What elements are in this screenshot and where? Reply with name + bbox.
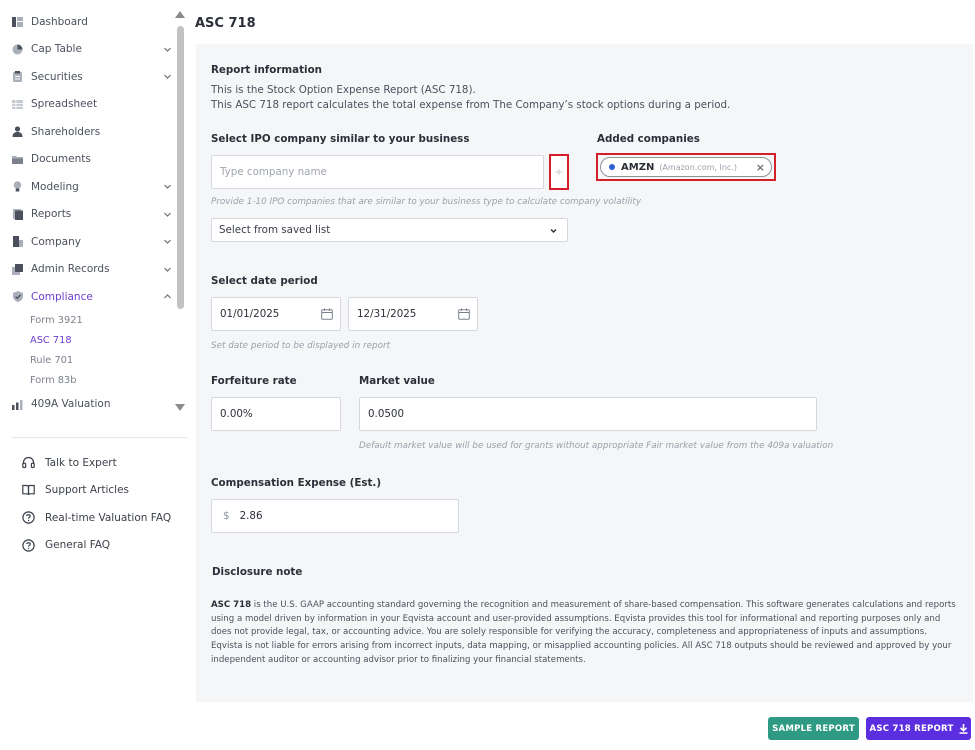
compensation-expense-field xyxy=(211,499,459,533)
book-icon xyxy=(22,484,35,497)
sample-report-label: SAMPLE REPORT xyxy=(772,723,855,734)
company-search-field xyxy=(211,155,544,189)
sidebar-item-admin-records[interactable] xyxy=(0,256,178,284)
company-dot-icon xyxy=(609,164,615,170)
company-chip xyxy=(600,157,772,177)
end-date-input[interactable] xyxy=(348,297,478,331)
building-icon xyxy=(12,236,23,247)
sidebar-item-company[interactable] xyxy=(0,228,178,256)
calendar-icon[interactable] xyxy=(321,308,333,320)
scroll-up-arrow-icon[interactable] xyxy=(175,11,185,18)
report-info-heading: Report information xyxy=(211,64,322,76)
add-company-button[interactable]: + xyxy=(549,154,569,190)
sidebar-item-label: Reports xyxy=(31,208,72,221)
ipo-company-hint: Provide 1-10 IPO companies that are similar to your business type to calculate company volatility xyxy=(211,197,642,207)
sample-report-button[interactable] xyxy=(768,717,859,740)
sidebar-item-spreadsheet[interactable] xyxy=(0,91,178,119)
help-item-label: Support Articles xyxy=(45,484,129,497)
market-value-label: Market value xyxy=(359,375,435,387)
chevron-down-icon xyxy=(549,226,558,235)
sidebar-divider xyxy=(12,437,187,438)
help-item-talk-to-expert[interactable] xyxy=(22,449,171,477)
market-value-value: 0.0500 xyxy=(368,408,405,420)
download-icon xyxy=(959,724,968,734)
added-companies-list xyxy=(596,153,776,181)
headset-icon xyxy=(22,456,35,469)
date-period-label: Select date period xyxy=(211,275,318,287)
disclosure-text xyxy=(211,599,956,668)
clipboard-icon xyxy=(12,71,23,82)
sidebar-item-reports[interactable] xyxy=(0,201,178,229)
sidebar-item-cap-table[interactable] xyxy=(0,36,178,64)
compliance-submenu xyxy=(0,311,178,391)
help-item-support-articles[interactable] xyxy=(22,477,171,505)
sidebar-subitem-form-3921[interactable]: Form 3921 xyxy=(30,315,83,326)
valuation-chart-icon xyxy=(12,399,23,410)
disclosure-body: is the U.S. GAAP accounting standard governing the recognition and measurement of share-based compensation. This software generates calculations and reports using a model driven by information in your Eqvista account and user-provided assumptions. Eqvista provides this tool for informational and reporting purposes only and does not provide legal, tax, or accounting advice. You are solely responsible for verifying the accuracy, completeness and appropriateness of inputs and assumptions. Eqvista is not liable for errors arising from incorrect inputs, data mapping, or misapplied accounting policies. All ASC 718 outputs should be reviewed and approved by your independent auditor or accounting advisor prior to finalizing your financial statements. xyxy=(211,600,956,665)
sidebar-item-compliance[interactable] xyxy=(0,283,178,311)
dashboard-icon xyxy=(12,16,23,27)
chevron-up-icon xyxy=(163,292,172,301)
chevron-down-icon xyxy=(163,72,172,81)
company-ticker: AMZN xyxy=(621,161,655,173)
sidebar-item-label: Compliance xyxy=(31,290,93,303)
help-item-label: General FAQ xyxy=(45,539,111,552)
chevron-down-icon xyxy=(163,182,172,191)
saved-list-value: Select from saved list xyxy=(219,224,331,236)
sidebar-scroll-thumb[interactable] xyxy=(177,26,184,309)
help-item-label: Real-time Valuation FAQ xyxy=(45,511,172,524)
sidebar-item-dashboard[interactable] xyxy=(0,8,178,36)
remove-company-close-icon[interactable]: × xyxy=(755,161,765,174)
asc-718-report-label: ASC 718 REPORT xyxy=(869,723,954,734)
sidebar-subitem-rule-701[interactable]: Rule 701 xyxy=(30,355,74,366)
sidebar-item-409a-valuation[interactable] xyxy=(0,391,178,419)
chevron-down-icon xyxy=(163,237,172,246)
user-icon xyxy=(12,126,23,137)
forfeiture-rate-value: 0.00% xyxy=(220,408,253,420)
sidebar xyxy=(0,0,190,750)
added-companies-label: Added companies xyxy=(597,133,700,145)
help-item-general-faq[interactable] xyxy=(22,532,171,560)
compensation-expense-label: Compensation Expense (Est.) xyxy=(211,477,382,489)
date-period-hint: Set date period to be displayed in report xyxy=(211,341,391,351)
sidebar-item-label: Cap Table xyxy=(31,43,82,56)
folder-icon xyxy=(12,154,23,165)
market-value-input[interactable] xyxy=(359,397,817,431)
sidebar-nav xyxy=(0,8,178,418)
spreadsheet-icon xyxy=(12,99,23,110)
disclosure-heading: Disclosure note xyxy=(212,566,303,578)
sidebar-item-label: Shareholders xyxy=(31,125,101,138)
sidebar-subitem-form-83b[interactable]: Form 83b xyxy=(30,375,77,386)
report-icon xyxy=(12,209,23,220)
sidebar-item-label: Dashboard xyxy=(31,15,88,28)
forfeiture-rate-input[interactable] xyxy=(211,397,341,431)
start-date-input[interactable] xyxy=(211,297,341,331)
disclosure-lead: ASC 718 xyxy=(211,600,252,610)
sidebar-item-label: Spreadsheet xyxy=(31,98,98,111)
scroll-down-arrow-icon[interactable] xyxy=(175,404,185,411)
start-date-value: 01/01/2025 xyxy=(220,308,280,320)
sidebar-subitem-asc-718[interactable]: ASC 718 xyxy=(30,335,72,346)
forfeiture-rate-label: Forfeiture rate xyxy=(211,375,297,387)
market-value-hint: Default market value will be used for grants without appropriate Fair market value from the 409a valuation xyxy=(359,441,834,451)
chevron-down-icon xyxy=(163,265,172,274)
sidebar-item-label: Securities xyxy=(31,70,83,83)
sidebar-item-label: Modeling xyxy=(31,180,79,193)
help-item-realtime-valuation-faq[interactable] xyxy=(22,504,171,532)
lightbulb-icon xyxy=(12,181,23,192)
chevron-down-icon xyxy=(163,210,172,219)
calendar-icon[interactable] xyxy=(458,308,470,320)
help-links xyxy=(22,449,171,559)
end-date-value: 12/31/2025 xyxy=(357,308,417,320)
sidebar-item-securities[interactable] xyxy=(0,63,178,91)
help-circle-icon xyxy=(22,511,35,524)
company-name: (Amazon.com, Inc.) xyxy=(659,162,737,172)
pie-chart-icon xyxy=(12,44,23,55)
chevron-down-icon xyxy=(163,45,172,54)
page-title: ASC 718 xyxy=(195,16,256,31)
sidebar-item-label: Admin Records xyxy=(31,263,110,276)
sidebar-item-documents[interactable] xyxy=(0,146,178,174)
sidebar-item-shareholders[interactable] xyxy=(0,118,178,146)
sidebar-item-label: Documents xyxy=(31,153,91,166)
report-info-line-1: This is the Stock Option Expense Report (ASC 718). xyxy=(211,84,476,96)
company-search-input[interactable] xyxy=(220,166,543,178)
records-icon xyxy=(12,264,23,275)
ipo-company-label: Select IPO company similar to your business xyxy=(211,133,470,145)
sidebar-item-label: Company xyxy=(31,235,81,248)
help-item-label: Talk to Expert xyxy=(45,456,117,469)
sidebar-item-modeling[interactable] xyxy=(0,173,178,201)
compensation-expense-value: 2.86 xyxy=(239,510,263,522)
sidebar-item-label: 409A Valuation xyxy=(31,398,111,411)
currency-symbol: $ xyxy=(223,510,230,522)
help-circle-icon xyxy=(22,539,35,552)
saved-list-select[interactable] xyxy=(211,218,568,242)
asc-718-report-button[interactable] xyxy=(866,717,971,740)
shield-check-icon xyxy=(12,291,23,302)
report-info-line-2: This ASC 718 report calculates the total expense from The Company’s stock options during a period. xyxy=(211,99,731,111)
